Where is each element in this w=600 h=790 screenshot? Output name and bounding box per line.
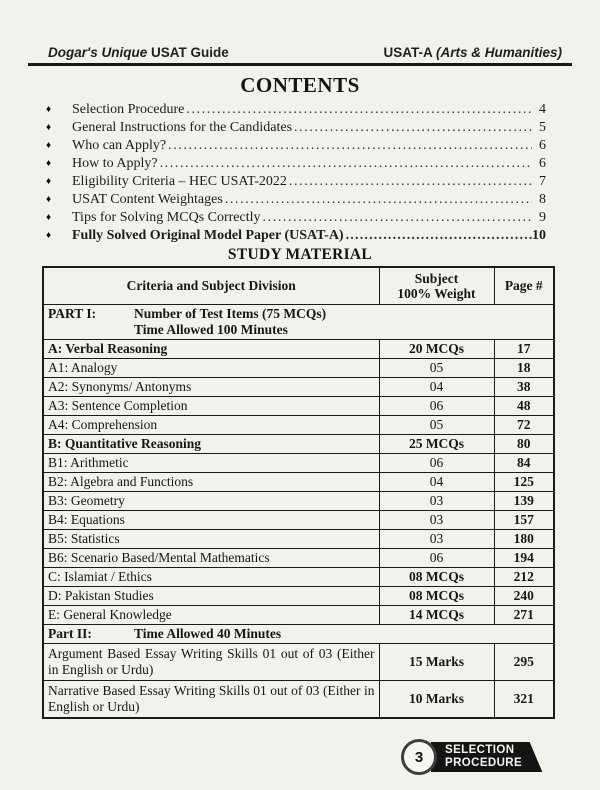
row-weight-cell: 20 MCQs	[379, 340, 494, 359]
row-criteria-cell: A3: Sentence Completion	[43, 397, 379, 416]
row-weight-cell: 05	[379, 359, 494, 378]
row-weight-cell: 10 Marks	[379, 681, 494, 719]
table-row	[43, 359, 554, 378]
row-page-cell: 84	[494, 454, 554, 473]
row-page-cell: 295	[494, 644, 554, 681]
diamond-bullet-icon: ♦	[46, 140, 52, 151]
row-weight-cell: 15 Marks	[379, 644, 494, 681]
row-page-cell: 271	[494, 606, 554, 625]
row-page-cell: 125	[494, 473, 554, 492]
table-row	[43, 587, 554, 606]
row-page-cell: 38	[494, 378, 554, 397]
contents-list	[46, 101, 546, 245]
diamond-bullet-icon: ♦	[46, 194, 52, 205]
table-row	[43, 568, 554, 587]
toc-item-label: Tips for Solving MCQs Correctly	[72, 210, 261, 225]
diamond-bullet-icon: ♦	[46, 158, 52, 169]
study-material-title: STUDY MATERIAL	[227, 246, 373, 263]
row-weight-cell: 03	[379, 530, 494, 549]
row-page-cell: 157	[494, 511, 554, 530]
banner-label	[445, 744, 522, 770]
part-row-cell	[43, 625, 554, 644]
header-right-exam: USAT-A	[383, 45, 433, 60]
table-row	[43, 416, 554, 435]
row-criteria-cell: C: Islamiat / Ethics	[43, 568, 379, 587]
dot-leader	[225, 191, 532, 209]
page-header	[28, 0, 572, 66]
table-row	[43, 435, 554, 454]
toc-item-page: 5	[539, 120, 546, 135]
table-row	[43, 549, 554, 568]
row-criteria-cell: B5: Statistics	[43, 530, 379, 549]
part-row-detail-line: Number of Test Items (75 MCQs)	[134, 306, 327, 321]
row-criteria-cell: B3: Geometry	[43, 492, 379, 511]
study-material-table	[42, 266, 555, 719]
toc-item-page: 6	[539, 156, 546, 171]
toc-item-label: Who can Apply?	[72, 138, 167, 153]
part-row-details	[134, 626, 281, 642]
row-criteria-cell: Narrative Based Essay Writing Skills 01 out of 03 (Either in English or Urdu)	[43, 681, 379, 719]
part-row-label: PART I:	[48, 306, 97, 321]
row-weight-cell: 03	[379, 492, 494, 511]
table-body	[43, 305, 554, 719]
dot-leader	[289, 173, 532, 191]
row-weight-cell: 06	[379, 454, 494, 473]
toc-item-page: 8	[539, 192, 546, 207]
banner-label-line2: PROCEDURE	[445, 757, 523, 769]
dot-leader	[168, 137, 532, 155]
dot-leader	[160, 155, 532, 173]
row-page-cell: 48	[494, 397, 554, 416]
toc-item	[46, 191, 546, 209]
col-header-subject-line2: 100% Weight	[397, 286, 476, 301]
table-header	[43, 267, 554, 305]
row-criteria-cell: A1: Analogy	[43, 359, 379, 378]
toc-item-label: USAT Content Weightages	[72, 192, 223, 207]
row-weight-cell: 05	[379, 416, 494, 435]
toc-item-page: 6	[539, 138, 546, 153]
row-weight-cell: 04	[379, 473, 494, 492]
row-page-cell: 321	[494, 681, 554, 719]
row-page-cell: 212	[494, 568, 554, 587]
row-criteria-cell: B6: Scenario Based/Mental Mathematics	[43, 549, 379, 568]
table-row	[43, 530, 554, 549]
header-right-title	[383, 45, 572, 60]
toc-item-label: General Instructions for the Candidates	[72, 120, 293, 135]
toc-item-label: Fully Solved Original Model Paper (USAT-A)	[72, 228, 344, 243]
table-row	[43, 492, 554, 511]
toc-item-page: 4	[539, 102, 546, 117]
row-page-cell: 18	[494, 359, 554, 378]
table-row	[43, 511, 554, 530]
row-page-cell: 80	[494, 435, 554, 454]
toc-item-label: How to Apply?	[72, 156, 158, 171]
dot-leader	[263, 209, 532, 227]
table-row	[43, 473, 554, 492]
header-left-series: Dogar's Unique	[48, 45, 148, 60]
row-weight-cell: 14 MCQs	[379, 606, 494, 625]
part-row-detail-line: Time Allowed 40 Minutes	[134, 626, 282, 641]
row-page-cell: 194	[494, 549, 554, 568]
part-row-content	[48, 626, 549, 642]
toc-item	[46, 119, 546, 137]
header-right-category: (Arts & Humanities)	[435, 45, 562, 60]
table-row	[43, 681, 554, 719]
table-part-row	[43, 625, 554, 644]
part-row-label: Part II:	[48, 626, 92, 641]
diamond-bullet-icon: ♦	[46, 176, 52, 187]
dot-leader	[346, 227, 532, 245]
table-part-row	[43, 305, 554, 340]
table-row	[43, 606, 554, 625]
part-row-cell	[43, 305, 554, 340]
row-criteria-cell: A4: Comprehension	[43, 416, 379, 435]
toc-item	[46, 101, 546, 119]
row-criteria-cell: D: Pakistan Studies	[43, 587, 379, 606]
toc-item	[46, 227, 546, 245]
row-criteria-cell: B4: Equations	[43, 511, 379, 530]
row-weight-cell: 04	[379, 378, 494, 397]
table-row	[43, 644, 554, 681]
row-weight-cell: 03	[379, 511, 494, 530]
diamond-bullet-icon: ♦	[46, 104, 52, 115]
row-criteria-cell: E: General Knowledge	[43, 606, 379, 625]
row-criteria-cell: A: Verbal Reasoning	[43, 340, 379, 359]
table-row	[43, 397, 554, 416]
row-page-cell: 139	[494, 492, 554, 511]
table-row	[43, 340, 554, 359]
col-header-page: Page #	[494, 267, 554, 305]
toc-item	[46, 173, 546, 191]
row-page-cell: 240	[494, 587, 554, 606]
toc-item	[46, 137, 546, 155]
row-criteria-cell: B1: Arithmetic	[43, 454, 379, 473]
part-row-details	[134, 306, 326, 338]
row-weight-cell: 06	[379, 549, 494, 568]
toc-item-label: Eligibility Criteria – HEC USAT-2022	[72, 174, 287, 189]
table-header-row	[43, 267, 554, 305]
row-page-cell: 180	[494, 530, 554, 549]
footer-section-badge	[401, 737, 566, 777]
row-criteria-cell: Argument Based Essay Writing Skills 01 out of 03 (Either in English or Urdu)	[43, 644, 379, 681]
col-header-criteria: Criteria and Subject Division	[43, 267, 379, 305]
row-page-cell: 72	[494, 416, 554, 435]
table-row	[43, 454, 554, 473]
row-criteria-cell: A2: Synonyms/ Antonyms	[43, 378, 379, 397]
page-number: 3	[414, 748, 424, 766]
row-weight-cell: 25 MCQs	[379, 435, 494, 454]
part-row-content	[48, 306, 549, 338]
dot-leader	[294, 119, 532, 137]
toc-item-page: 9	[539, 210, 546, 225]
toc-item	[46, 209, 546, 227]
banner-label-line1: SELECTION	[445, 744, 515, 756]
row-criteria-cell: B2: Algebra and Functions	[43, 473, 379, 492]
toc-item-page: 10	[532, 228, 546, 243]
row-weight-cell: 06	[379, 397, 494, 416]
row-weight-cell: 08 MCQs	[379, 587, 494, 606]
col-header-subject-weight	[379, 267, 494, 305]
row-weight-cell: 08 MCQs	[379, 568, 494, 587]
diamond-bullet-icon: ♦	[46, 212, 52, 223]
part-row-detail-line: Time Allowed 100 Minutes	[134, 322, 288, 337]
dot-leader	[186, 101, 532, 119]
row-page-cell: 17	[494, 340, 554, 359]
table-row	[43, 378, 554, 397]
toc-item-page: 7	[539, 174, 546, 189]
toc-item-label: Selection Procedure	[72, 102, 185, 117]
col-header-subject-line1: Subject	[414, 271, 459, 286]
header-left-guide: USAT Guide	[151, 45, 229, 60]
diamond-bullet-icon: ♦	[46, 230, 52, 241]
diamond-bullet-icon: ♦	[46, 122, 52, 133]
header-left-title	[28, 45, 229, 60]
row-criteria-cell: B: Quantitative Reasoning	[43, 435, 379, 454]
contents-title: CONTENTS	[240, 73, 360, 97]
page-number-badge	[401, 739, 437, 775]
toc-item	[46, 155, 546, 173]
